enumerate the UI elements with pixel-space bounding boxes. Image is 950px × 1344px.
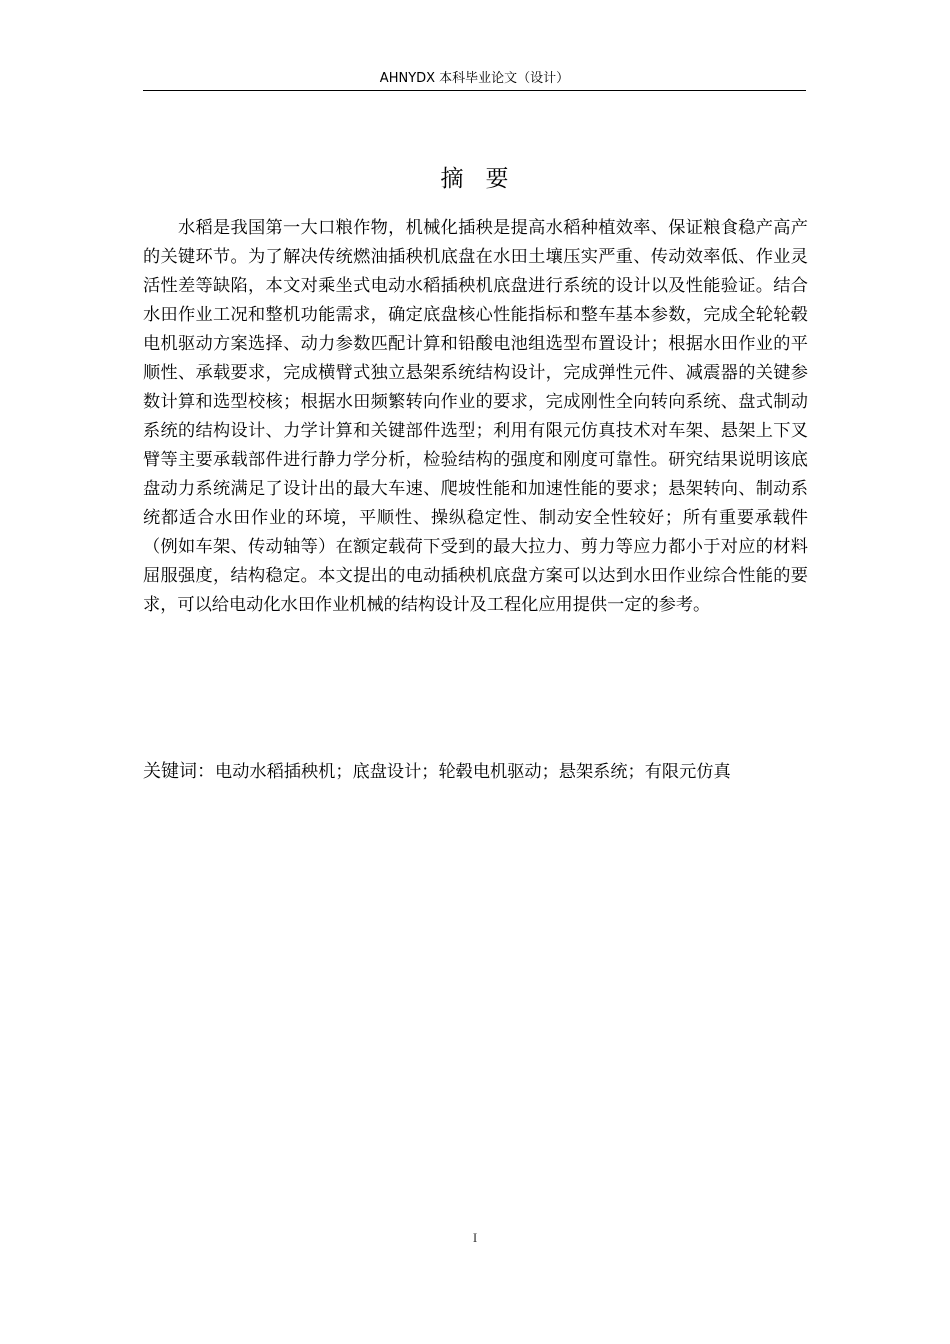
keywords-paragraph xyxy=(143,757,808,787)
page-number: I xyxy=(472,1230,478,1245)
page-header xyxy=(143,70,806,91)
abstract-body: 水稻是我国第一大口粮作物，机械化插秧是提高水稻种植效率、保证粮食稳产高产的关键环节。为了解决传统燃油插秧机底盘在水田土壤压实严重、传动效率低、作业灵活性差等缺陷，本文对乘坐式电动水稻插秧机底盘进行系统的设计以及性能验证。结合水田作业工况和整机功能需求，确定底盘核心性能指标和整车基本参数，完成全轮轮毂电机驱动方案选择、动力参数匹配计算和铅酸电池组选型布置设计；根据水田作业的平顺性、承载要求，完成横臂式独立悬架系统结构设计，完成弹性元件、减震器的关键参数计算和选型校核；根据水田频繁转向作业的要求，完成刚性全向转向系统、盘式制动系统的结构设计、力学计算和关键部件选型；利用有限元仿真技术对车架、悬架上下叉臂等主要承载部件进行静力学分析，检验结构的强度和刚度可靠性。研究结果说明该底盘动力系统满足了设计出的最大车速、爬坡性能和加速性能的要求；悬架转向、制动系统都适合水田作业的环境，平顺性、操纵稳定性、制动安全性较好；所有重要承载件（例如车架、传动轴等）在额定载荷下受到的最大拉力、剪力等应力都小于对应的材料屈服强度，结构稳定。本文提出的电动插秧机底盘方案可以达到水田作业综合性能的要求，可以给电动化水田作业机械的结构设计及工程化应用提供一定的参考。 xyxy=(143,218,808,615)
header-text: AHNYDX 本科毕业论文（设计） xyxy=(379,71,570,86)
keywords-text: 电动水稻插秧机；底盘设计；轮毂电机驱动；悬架系统；有限元仿真 xyxy=(215,762,731,782)
keywords-label: 关键词： xyxy=(143,761,215,782)
abstract-title: 摘要 xyxy=(440,166,531,192)
